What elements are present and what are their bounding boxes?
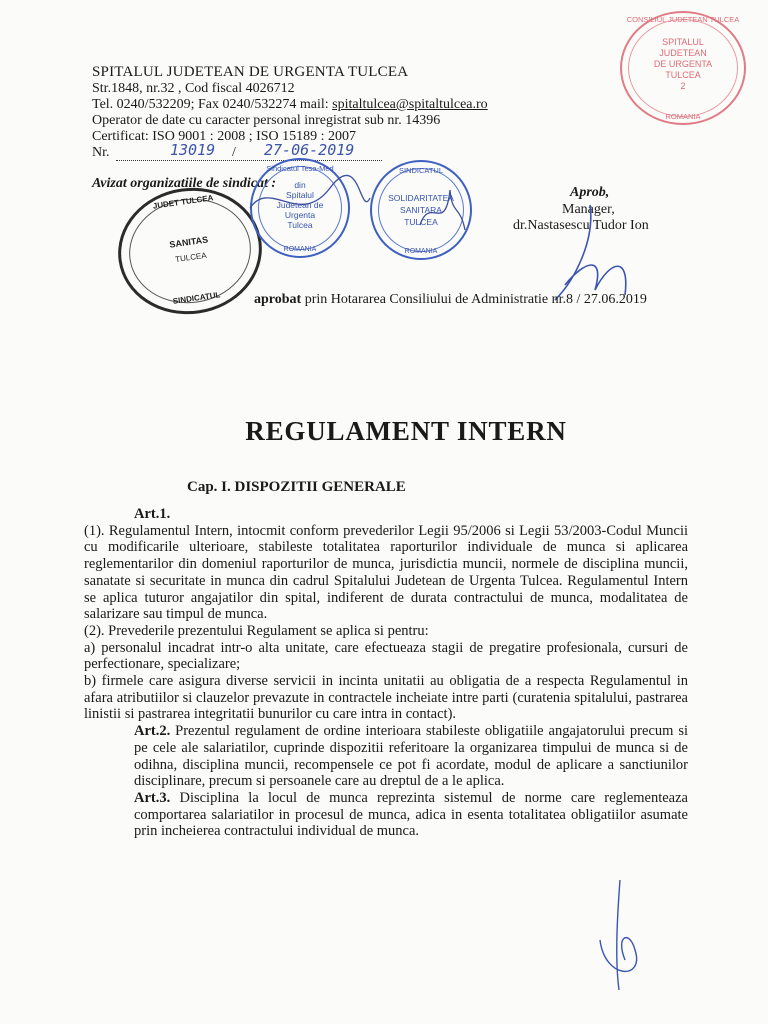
stamp-line: SOLIDARITATEA xyxy=(388,193,454,203)
stamp-line: Judetean de xyxy=(276,200,324,210)
nr-label: Nr. xyxy=(92,145,110,160)
registration-number-line xyxy=(92,141,382,161)
hospital-stamp xyxy=(620,11,746,125)
certificat-line: Certificat: ISO 9001 : 2008 ; ISO 15189 : 2007 xyxy=(92,129,357,144)
stamp-bottom-text: ROMANIA xyxy=(404,248,438,255)
nr-number: 13019 xyxy=(170,141,216,159)
stamp-rim-text: Sindicatul Tesa-Med xyxy=(266,164,334,173)
stamp-bottom-text: ROMANIA xyxy=(283,246,317,253)
stamp-center-text: SANITAS xyxy=(168,234,209,250)
page-title: REGULAMENT INTERN xyxy=(245,416,567,446)
email-link[interactable]: spitaltulcea@spitaltulcea.ro xyxy=(332,97,488,112)
avizat-label: Avizat organizatiile de sindicat : xyxy=(92,176,277,191)
stamp-bottom-text: SINDICATUL xyxy=(172,290,221,306)
aprobat-bold: aprobat xyxy=(254,292,302,307)
org-address: Str.1848, nr.32 , Cod fiscal 4026712 xyxy=(92,81,295,96)
stamp-center-text xyxy=(622,37,744,92)
nr-underline xyxy=(116,160,382,161)
article-label: Art.3. xyxy=(134,789,171,806)
article-label: Art.2. xyxy=(134,723,171,740)
stamp-line: 2 xyxy=(680,81,686,91)
page-initials-signature xyxy=(575,870,665,1000)
article-paragraph xyxy=(84,790,688,840)
stamp-rim-text: JUDET TULCEA xyxy=(152,193,214,211)
paragraph: a) personalul incadrat intr-o alta unitate, care efectueaza stagii de pregatire profesionala, cursuri de perfectionare, specializare; xyxy=(84,639,688,673)
stamp-line: Tulcea xyxy=(287,220,313,230)
union-signature xyxy=(240,168,380,248)
org-name: SPITALUL JUDETEAN DE URGENTA TULCEA xyxy=(92,64,409,80)
aprobat-text: prin Hotararea Consiliului de Administratie nr.8 / 27.06.2019 xyxy=(301,292,647,307)
stamp-line: TULCEA xyxy=(665,70,701,80)
nr-separator: / xyxy=(232,145,236,160)
article-text: Disciplina la locul de munca reprezinta sistemul de norme care reglementeaza comportarea salariatilor in procesul de munca, adica in esenta totalitatea obligatiilor asumate prin incheierea contractului individual de munca. xyxy=(134,789,688,840)
stamp-rim-text: SINDICATUL xyxy=(398,166,444,175)
stamp-bottom-text: ROMANIA xyxy=(665,112,701,121)
union-signature xyxy=(410,175,470,245)
chapter-heading: Cap. I. DISPOZITII GENERALE xyxy=(187,479,406,495)
aprob-label: Aprob, xyxy=(570,185,610,200)
stamp-line: JUDETEAN xyxy=(659,48,707,58)
stamp-line: Spitalul xyxy=(286,190,314,200)
article-paragraph xyxy=(84,723,688,790)
document-body xyxy=(84,506,688,840)
org-contact xyxy=(92,97,488,113)
article-text: Prezentul regulament de ordine interioara stabileste obligatiile angajatorului precum si pe cele ale salariatilor, cuprinde dispozitii referitoare la organizarea timpului de munca si de odihna, disciplina muncii, recompensele ce pot fi acordate, modul de aplicare a sanctiunilor disciplinare, precum si persoanele care au dreptul de a le aplica. xyxy=(134,723,688,790)
stamp-line: TULCEA xyxy=(404,217,438,227)
stamp-line: din xyxy=(294,180,306,190)
contact-phone-fax: Tel. 0240/532209; Fax 0240/532274 mail: xyxy=(92,97,333,112)
paragraph: b) firmele care asigura diverse servicii in incinta unitatii au obligatia de a respecta Regulamentul in afara atributiilor si clauzelor prevazute in contractele incheiate intre parti (curatenia spitalului, pastrarea linistii si pastrarea integritatii bunurilor cu care intra in contact). xyxy=(84,673,688,723)
stamp-line: Urgenta xyxy=(284,210,316,220)
manager-title: Manager, xyxy=(562,202,615,217)
stamp-line: SANITARA xyxy=(400,205,442,215)
nr-date: 27-06-2019 xyxy=(264,141,355,159)
stamp-rim-text: CONSILIUL JUDETEAN TULCEA xyxy=(626,15,740,24)
paragraph: (2). Prevederile prezentului Regulament se aplica si pentru: xyxy=(84,622,429,639)
article-label: Art.1. xyxy=(134,506,171,522)
stamp-line: SPITALUL xyxy=(662,37,704,47)
aprobat-line xyxy=(254,292,647,308)
stamp-center-text: TULCEA xyxy=(174,250,208,265)
operator-line: Operator de date cu caracter personal inregistrat sub nr. 14396 xyxy=(92,113,441,128)
manager-name: dr.Nastasescu Tudor Ion xyxy=(513,218,649,233)
stamp-line: DE URGENTA xyxy=(653,59,713,69)
paragraph: (1). Regulamentul Intern, intocmit conform prevederilor Legii 95/2006 si Legii 53/2003-Codul Muncii cu modificarile ulterioare, stabileste totalitatea raporturilor individuale de munca si aplicarea reglementarilor din domeniul raporturilor de munca, jurisdictia muncii, normele de disciplina muncii, sanatate si securitate in munca din cadrul Spitalului Judetean de Urgenta Tulcea. Regulamentul Intern se aplica tuturor angajatilor din spital, indiferent de durata contractului de munca, modalitatea de salarizare sau timpul de munca. xyxy=(84,522,688,623)
